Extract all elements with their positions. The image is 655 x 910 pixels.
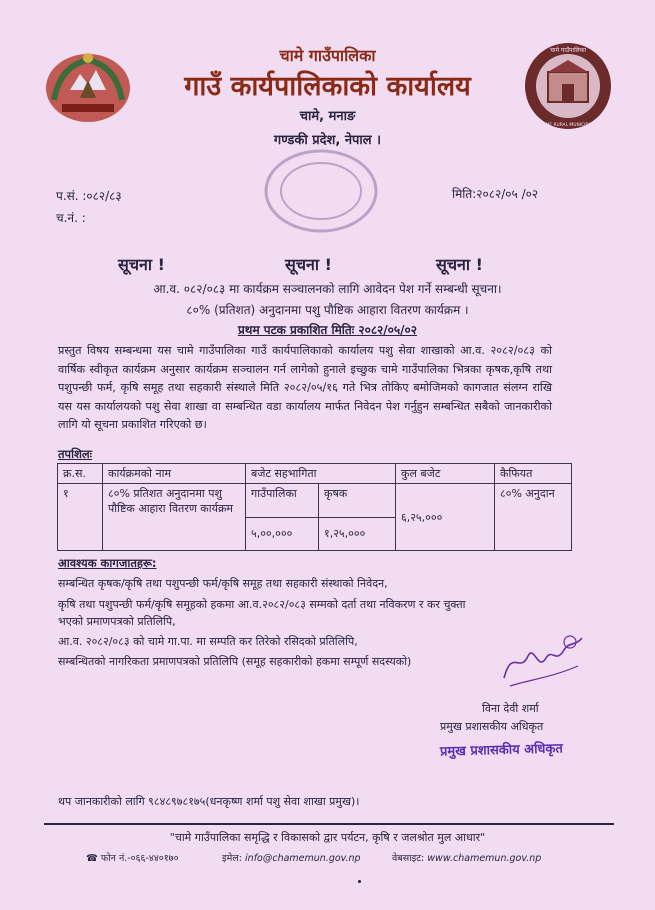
notice-subject: आ.व. ०८२/०८३ मा कार्यक्रम सञ्चालनको लागि आवेदन पेश गर्ने सम्बन्धी सूचना। (153, 282, 502, 296)
required-docs-label: आवश्यक कागजातहरू: (58, 556, 157, 570)
letter-date: मिति:२०८२/०५ /०२ (452, 187, 539, 201)
cell-sn: १ (58, 484, 103, 551)
header-program-name: कार्यक्रमको नाम (103, 464, 246, 484)
dispatch-number: च.नं. : (56, 211, 86, 225)
address-line-2: गण्डकी प्रदेश, नेपाल । (273, 133, 382, 148)
ref-number: प.सं. :०८२/८३ (56, 189, 122, 203)
program-table (57, 463, 572, 551)
handwritten-signature (498, 628, 594, 692)
footer-website: वेबसाइट: www.chamemun.gov.np (392, 853, 542, 864)
first-published-date: प्रथम पटक प्रकाशित मितिः २०८२/०५/०२ (237, 323, 418, 337)
faint-seal-stamp (262, 148, 380, 234)
subheader-farmer: कृषक (319, 484, 396, 518)
table-header-row (58, 464, 572, 484)
seal-text-bottom: CHAME RURAL MUNICIPALITY (536, 123, 600, 128)
body-paragraph: प्रस्तुत विषय सम्बन्धमा यस चामे गाउँपालिका गाउँ कार्यपालिकाको कार्यालय पशु सेवा शाखाको आ.व. २०८२/०८३ को वार्षिक स्वीकृत कार्यक्रम अनुसार कार्यक्रम सञ्चालन गर्न लागेको हुनाले इच्छुक चामे गाउँपालिका भित्रका कृषक,कृषि तथा पशुपन्छी फर्म, कृषि समूह तथा सहकारी संस्थाले मिति २०८२/०५/१६ गते भित्र तोकिए बमोजिमको कागजात संलग्न राखि यस यस कार्यालयको पशु सेवा शाखा वा सम्बन्धित वडा कार्यालय मार्फत निवेदन पेश गर्नुहुन सम्बन्धित सबैको जानकारीको लागि यो सूचना प्रकाशित गरिएको छ। (58, 344, 552, 432)
bottom-dot (358, 880, 361, 883)
list-item: सम्बन्धित कृषक/कृषि तथा पशुपन्छी फर्म/कृषि समूह तथा सहकारी संस्थाको निवेदन, (58, 577, 388, 590)
program-title: ८०% (प्रतिशत) अनुदानमा पशु पौष्टिक आहारा वितरण कार्यक्रम । (186, 303, 469, 317)
cell-total: ६,२५,००० (396, 484, 495, 551)
signatory-title: प्रमुख प्रशासकीय अधिकृत (440, 720, 544, 733)
footer-phone: ☎ फोन नं.-०६६-४४०१७० (86, 853, 179, 864)
list-item: भएको प्रमाणपत्रको प्रतिलिपि, (58, 615, 176, 628)
footer-slogan: "चामे गाउँपालिका समृद्धि र विकासको द्वार पर्यटन, कृषि र जलश्रोत मुल आधार" (169, 831, 486, 844)
list-item: कृषि तथा पशुपन्छी फर्म/कृषि समूहको हकमा आ.व.२०८२/०८३ सम्मको दर्ता तथा नविकरण र कर चुक्ता (58, 598, 466, 611)
subheader-municipality: गाउँपालिका (246, 484, 319, 518)
header-total-budget: कुल बजेट (396, 464, 495, 484)
contact-line: थप जानकारीको लागि ९८४८९७८१७५(धनकृष्ण शर्मा पशु सेवा शाखा प्रमुख)। (58, 795, 360, 808)
cell-remarks: ८०% अनुदान (495, 484, 572, 551)
notice-heading-1: सूचना ! (118, 255, 165, 274)
signatory-name: विना देवी शर्मा (482, 702, 539, 715)
footer-divider (44, 823, 614, 825)
details-label: तपशिलः (58, 447, 93, 461)
email-link[interactable]: info@chamemun.gov.np (245, 853, 361, 864)
address-line-1: चामे, मनाङ (299, 109, 356, 124)
designation-stamp: प्रमुख प्रशासकीय अधिकृत (439, 741, 564, 760)
seal-text-top: चामे गाउँपालिका (550, 47, 586, 54)
list-item: आ.व. २०८२/०८३ को चामे गा.पा. मा सम्पति कर तिरेको रसिदको प्रतिलिपि, (58, 635, 358, 648)
cell-farmer-share: १,२५,००० (319, 517, 396, 551)
notice-heading-2: सूचना ! (285, 255, 332, 274)
phone-icon: ☎ (86, 853, 98, 864)
municipality-name: चामे गाउँपालिका (279, 46, 376, 65)
header-remarks: कैफियत (495, 464, 572, 484)
table-row (58, 484, 572, 518)
list-item: सम्बन्धितको नागरिकता प्रमाणपत्रको प्रतिलिपि (समूह सहकारीको हकमा सम्पूर्ण सदस्यको) (58, 655, 412, 668)
footer-email: इमेल: info@chamemun.gov.np (222, 853, 361, 864)
header-sn: क्र.स. (58, 464, 103, 484)
header-budget-share: बजेट सहभागिता (246, 464, 396, 484)
cell-municipality-share: ५,००,००० (246, 517, 319, 551)
cell-program-name: ८०% प्रतिशत अनुदानमा पशु पौष्टिक आहारा वितरण कार्यक्रम (103, 484, 246, 551)
office-title: गाउँ कार्यपालिकाको कार्यालय (184, 71, 471, 102)
municipality-seal-icon (522, 40, 614, 132)
website-link[interactable]: www.chamemun.gov.np (427, 853, 542, 864)
notice-heading-3: सूचना ! (436, 255, 483, 274)
